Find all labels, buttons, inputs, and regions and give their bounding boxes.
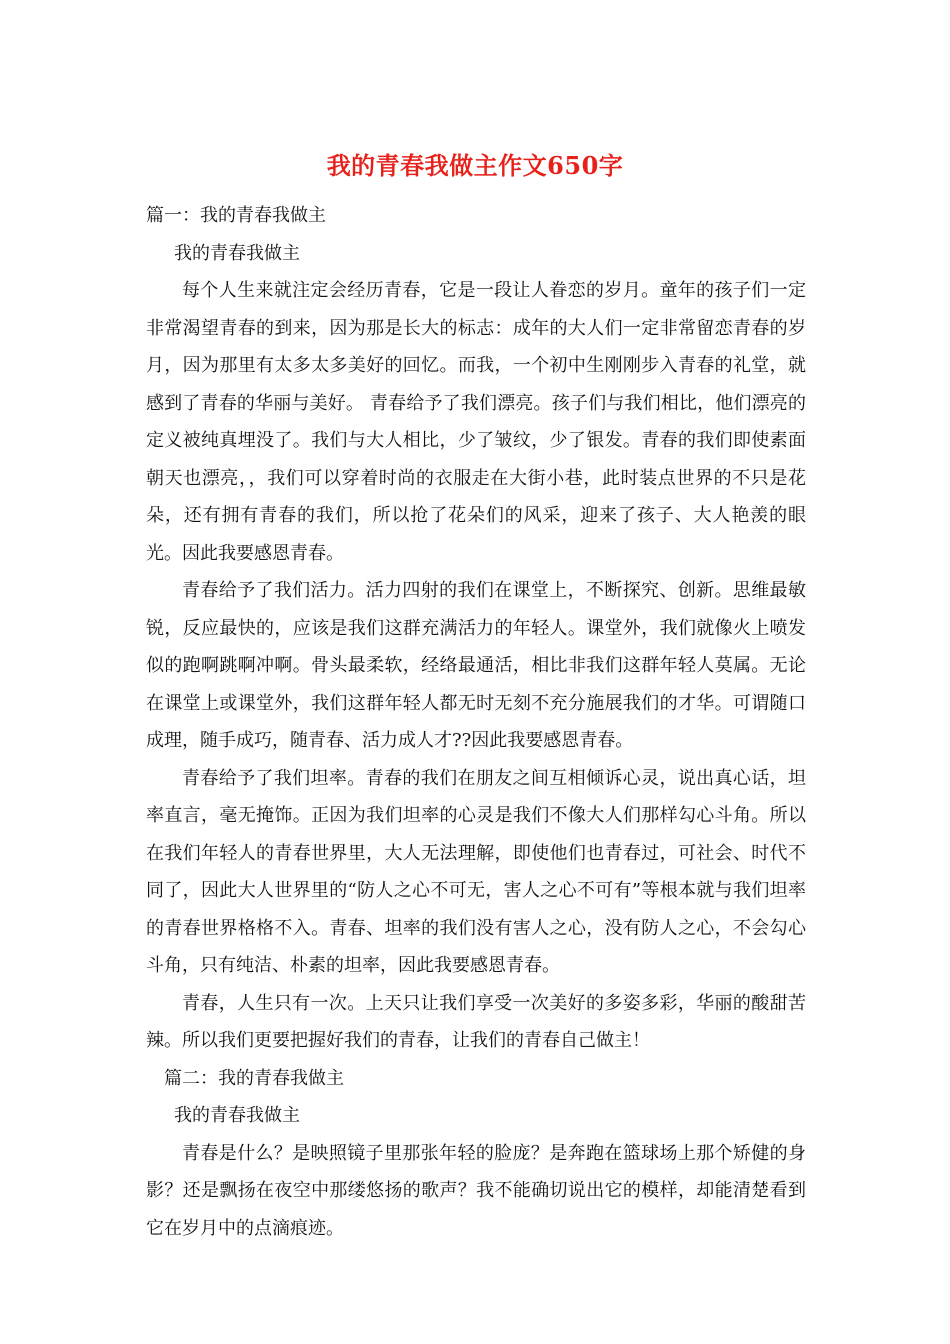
- section1-paragraph-3: 青春给予了我们坦率。青春的我们在朋友之间互相倾诉心灵，说出真心话，坦率直言，毫无掩饰。正因为我们坦率的心灵是我们不像大人们那样勾心斗角。所以在我们年轻人的青春世界里，大人无法理解，即使他们也青春过，可社会、时代不同了，因此大人世界里的“防人之心不可无，害人之心不可有”等根本就与我们坦率的青春世界格格不入。青春、坦率的我们没有害人之心，没有防人之心，不会勾心斗角，只有纯洁、朴素的坦率，因此我要感恩青春。: [146, 767, 806, 976]
- section2-subtitle: 我的青春我做主: [174, 1105, 300, 1126]
- document-title: 我的青春我做主作文650字: [326, 151, 624, 180]
- section1-paragraph-4: 青春，人生只有一次。上天只让我们享受一次美好的多姿多彩，华丽的酸甜苦辣。所以我们更要把握好我们的青春，让我们的青春自己做主！: [146, 992, 806, 1051]
- document-body: [146, 197, 806, 1247]
- section1-paragraph-2: 青春给予了我们活力。活力四射的我们在课堂上，不断探究、创新。思维最敏锐，反应最快的，应该是我们这群充满活力的年轻人。课堂外，我们就像火上喷发似的跑啊跳啊冲啊。骨头最柔软，经络最通活，相比非我们这群年轻人莫属。无论在课堂上或课堂外，我们这群年轻人都无时无刻不充分施展我们的才华。可谓随口成理，随手成巧，随青春、活力成人才??因此我要感恩青春。: [146, 580, 806, 751]
- section2-paragraph-1: 青春是什么？是映照镜子里那张年轻的脸庞？是奔跑在篮球场上那个矫健的身影？还是飘扬在夜空中那缕悠扬的歌声？我不能确切说出它的模样，却能清楚看到它在岁月中的点滴痕迹。: [146, 1142, 806, 1239]
- section2-heading: 篇二：我的青春我做主: [164, 1067, 344, 1089]
- section1-subtitle: 我的青春我做主: [174, 242, 300, 264]
- section1-heading: 篇一：我的青春我做主: [146, 205, 326, 226]
- section1-paragraph-1: 每个人生来就注定会经历青春，它是一段让人眷恋的岁月。童年的孩子们一定非常渴望青春的到来，因为那是长大的标志：成年的大人们一定非常留恋青春的岁月，因为那里有太多太多美好的回忆。而我，一个初中生刚刚步入青春的礼堂，就感到了青春的华丽与美好。 青春给予了我们漂亮。孩子们与我们相比，他们漂亮的定义被纯真埋没了。我们与大人相比，少了皱纹，少了银发。青春的我们即使素面朝天也漂亮，，我们可以穿着时尚的衣服走在大街小巷，此时装点世界的不只是花朵，还有拥有青春的我们，所以抢了花朵们的风采，迎来了孩子、大人艳羡的眼光。因此我要感恩青春。: [146, 280, 806, 564]
